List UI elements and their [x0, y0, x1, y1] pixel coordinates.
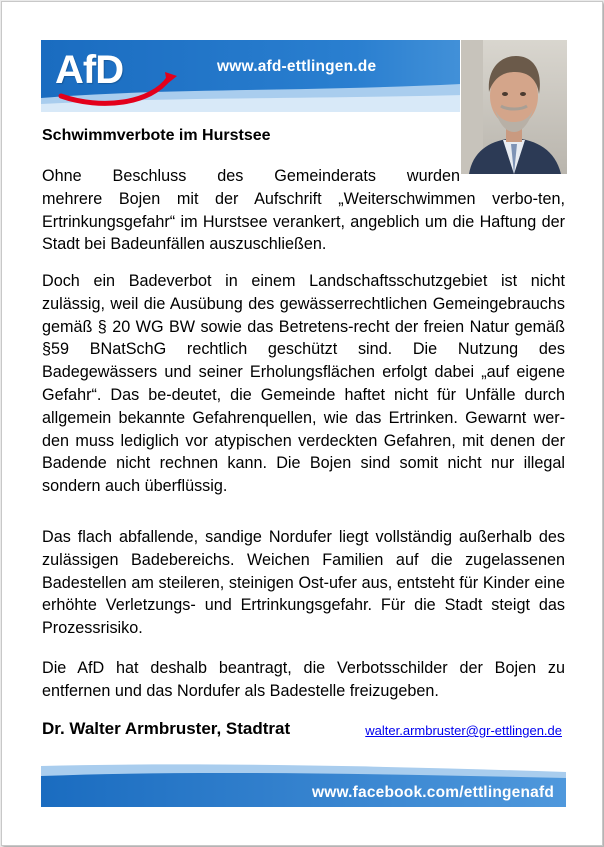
paragraph-1-body: mehrere Bojen mit der Aufschrift „Weiterschwimmen verbo-ten, Ertrinkungsgefahr“ im Hurstsee verankert, angeblich um die Haftung der Stadt bei Badeunfällen auszuschließen. — [42, 189, 565, 254]
paragraph-1-first-line: Ohne Beschluss des Gemeinderats wurden — [42, 167, 460, 185]
paragraph-1 — [42, 165, 565, 256]
portrait-photo — [460, 40, 567, 174]
person-portrait-icon — [461, 40, 567, 174]
author-email-link[interactable]: walter.armbruster@gr-ettlingen.de — [365, 723, 562, 738]
article-title: Schwimmverbote im Hurstsee — [42, 127, 271, 144]
author-signature: Dr. Walter Armbruster, Stadtrat — [42, 719, 291, 738]
paragraph-4: Die AfD hat deshalb beantragt, die Verbotsschilder der Bojen zu entfernen und das Nordufer als Badestelle freizugeben. — [42, 659, 565, 700]
flyer-page — [1, 1, 603, 846]
footer-banner — [41, 762, 566, 807]
website-link[interactable]: www.afd-ettlingen.de — [217, 58, 377, 75]
paragraph-2: Doch ein Badeverbot in einem Landschaftsschutzgebiet ist nicht zulässig, weil die Ausübung des gewässerrechtlichen Gemeingebrauchs gemäß § 20 WG BW sowie das Betretens-recht der freien Natur gemäß §59 BNatSchG rechtlich geschützt sind. Die Nutzung des Badegewässers und seiner Erholungsflächen erfolgt dabei „auf eigene Gefahr“. Das be-deutet, die Gemeinde haftet nicht für Unfälle durch allgemein bekannte Gefahrenquellen, wie das Ertrinken. Gewarnt wer-den muss lediglich vor atypischen verdeckten Gefahren, mit denen der Badende nicht rechnen kann. Die Bojen sind somit nicht nur illegal sondern auch überflüssig. — [42, 272, 565, 496]
paragraph-3: Das flach abfallende, sandige Nordufer liegt vollständig außerhalb des zulässigen Badebereichs. Weichen Familien auf die zugelassenen Badestellen am steileren, steinigen Ost-ufer aus, entsteht für Kinder eine erhöhte Verletzungs- und Ertrinkungsgefahr. Für die Stadt steigt das Prozessrisiko. — [42, 528, 565, 638]
afd-logo: AfD — [55, 48, 124, 92]
facebook-link[interactable]: www.facebook.com/ettlingenafd — [311, 784, 554, 801]
